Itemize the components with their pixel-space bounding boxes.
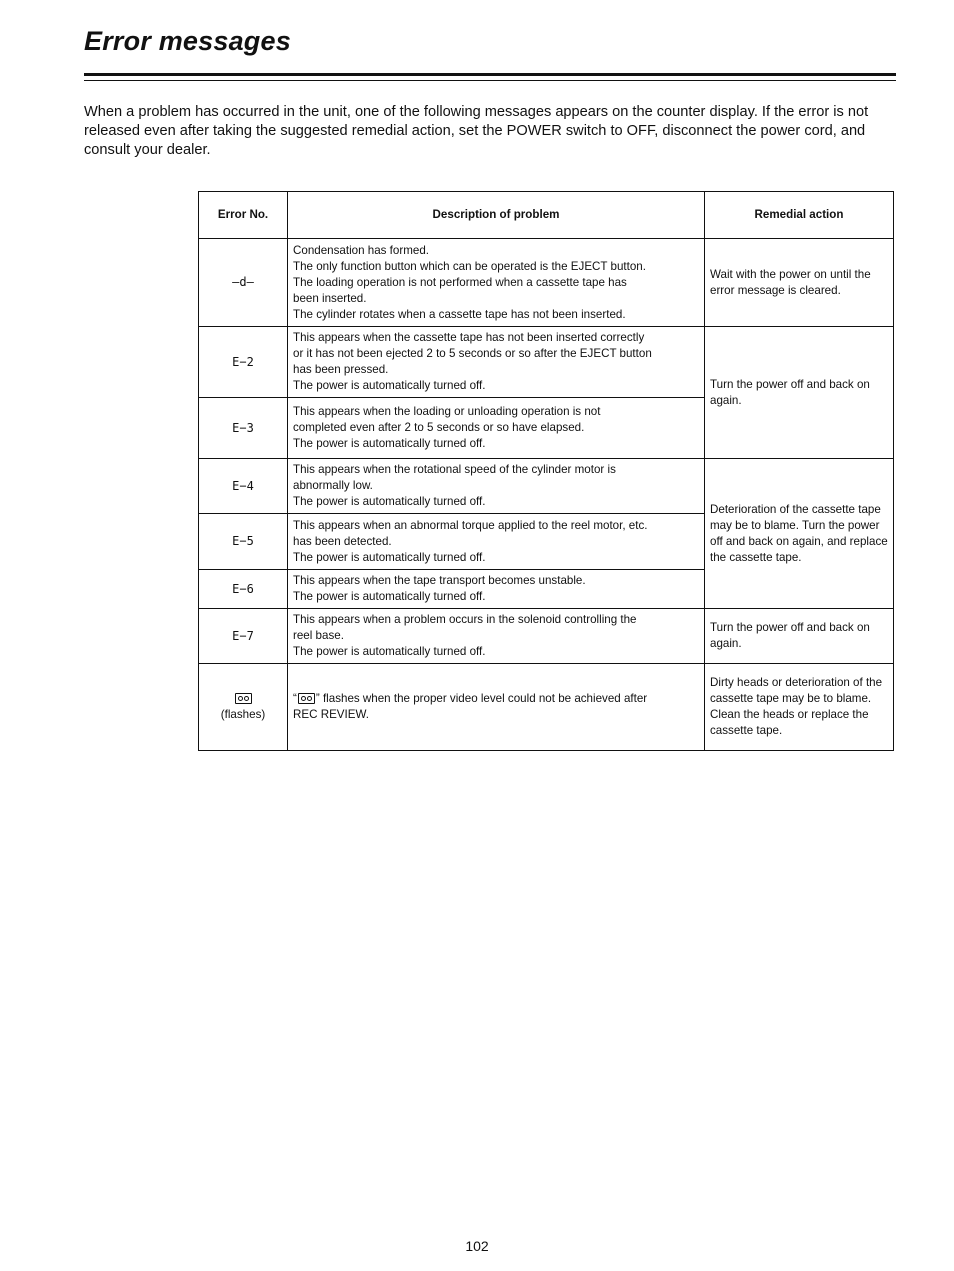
error-no-cell xyxy=(199,514,288,570)
description-cell xyxy=(288,327,705,398)
description-line: This appears when an abnormal torque applied to the reel motor, etc. xyxy=(293,518,648,532)
table-row xyxy=(199,459,894,514)
description-cell xyxy=(288,239,705,327)
remedy-cell: Wait with the power on until the error message is cleared. xyxy=(705,239,894,327)
description-line: has been detected. xyxy=(293,534,392,548)
description-line: This appears when the tape transport becomes unstable. xyxy=(293,574,586,587)
error-no-cell xyxy=(199,327,288,398)
quote-open: “ xyxy=(293,692,297,705)
cassette-tape-icon xyxy=(298,693,315,704)
error-no-label: E−4 xyxy=(232,478,254,493)
table-row xyxy=(199,609,894,664)
intro-paragraph: When a problem has occurred in the unit, one of the following messages appears on the counter display. If the error is not released even after taking the suggested remedial action, set the POWER switch to OFF, disconnect the power cord, and consult your dealer. xyxy=(84,104,869,158)
title-rule-thick xyxy=(84,73,896,76)
description-line: The power is automatically turned off. xyxy=(293,379,486,392)
error-no-cell xyxy=(199,459,288,514)
table-row xyxy=(199,664,894,751)
description-cell xyxy=(288,398,705,459)
remedy-cell: Dirty heads or deterioration of the cassette tape may be to blame. Clean the heads or replace the cassette tape. xyxy=(705,664,894,751)
description-line: The power is automatically turned off. xyxy=(293,590,486,603)
description-cell xyxy=(288,664,705,751)
remedy-cell: Turn the power off and back on again. xyxy=(705,609,894,664)
table-header-row xyxy=(199,192,894,239)
error-no-cell xyxy=(199,664,288,751)
description-line: or it has not been ejected 2 to 5 seconds or so after the EJECT button xyxy=(293,347,652,360)
page-number: 102 xyxy=(465,1238,489,1254)
table-row xyxy=(199,239,894,327)
description-cell xyxy=(288,514,705,570)
description-line: This appears when the loading or unloading operation is not xyxy=(293,405,601,418)
title-rule-thin xyxy=(84,80,896,81)
description-line: This appears when the rotational speed of the cylinder motor is xyxy=(293,463,616,476)
error-no-label: E−6 xyxy=(232,581,254,596)
remedy-cell: Deterioration of the cassette tape may be to blame. Turn the power off and back on again, and replace the cassette tape. xyxy=(705,459,894,609)
description-line: abnormally low. xyxy=(293,479,373,492)
description-line: The power is automatically turned off. xyxy=(293,550,486,564)
description-cell xyxy=(288,459,705,514)
description-cell xyxy=(288,609,705,664)
remedy-cell: Turn the power off and back on again. xyxy=(705,327,894,459)
error-no-label: E−2 xyxy=(232,354,254,369)
description-line: Condensation has formed. xyxy=(293,243,429,257)
description-line: been inserted. xyxy=(293,291,367,305)
header-error-no: Error No. xyxy=(199,192,288,239)
header-remedy: Remedial action xyxy=(705,192,894,239)
description-line: has been pressed. xyxy=(293,363,389,376)
error-no-cell xyxy=(199,570,288,609)
description-line: This appears when the cassette tape has not been inserted correctly xyxy=(293,331,645,344)
description-line: The power is automatically turned off. xyxy=(293,495,486,508)
description-line: The power is automatically turned off. xyxy=(293,645,486,658)
description-text: ” flashes when the proper video level could not be achieved after xyxy=(315,692,648,705)
error-no-label: E−7 xyxy=(232,628,254,643)
description-line: The cylinder rotates when a cassette tape has not been inserted. xyxy=(293,307,626,321)
cassette-tape-icon xyxy=(235,693,252,704)
error-no-label: —d— xyxy=(232,275,254,289)
error-no-label: E−3 xyxy=(232,420,254,435)
error-no-cell xyxy=(199,239,288,327)
header-description: Description of problem xyxy=(288,192,705,239)
description-line xyxy=(293,691,700,707)
description-line: REC REVIEW. xyxy=(293,708,370,721)
description-line: The loading operation is not performed when a cassette tape has xyxy=(293,275,627,289)
error-no-cell xyxy=(199,609,288,664)
error-no-label: (flashes) xyxy=(220,708,266,721)
error-table xyxy=(198,191,894,751)
description-line: The power is automatically turned off. xyxy=(293,437,486,450)
table-row xyxy=(199,327,894,398)
description-line: reel base. xyxy=(293,629,344,642)
description-line: The only function button which can be operated is the EJECT button. xyxy=(293,259,646,273)
description-cell xyxy=(288,570,705,609)
description-line: This appears when a problem occurs in the solenoid controlling the xyxy=(293,613,637,626)
page-title: Error messages xyxy=(84,26,291,56)
error-no-cell xyxy=(199,398,288,459)
error-no-label: E−5 xyxy=(232,534,254,548)
description-line: completed even after 2 to 5 seconds or so have elapsed. xyxy=(293,421,585,434)
